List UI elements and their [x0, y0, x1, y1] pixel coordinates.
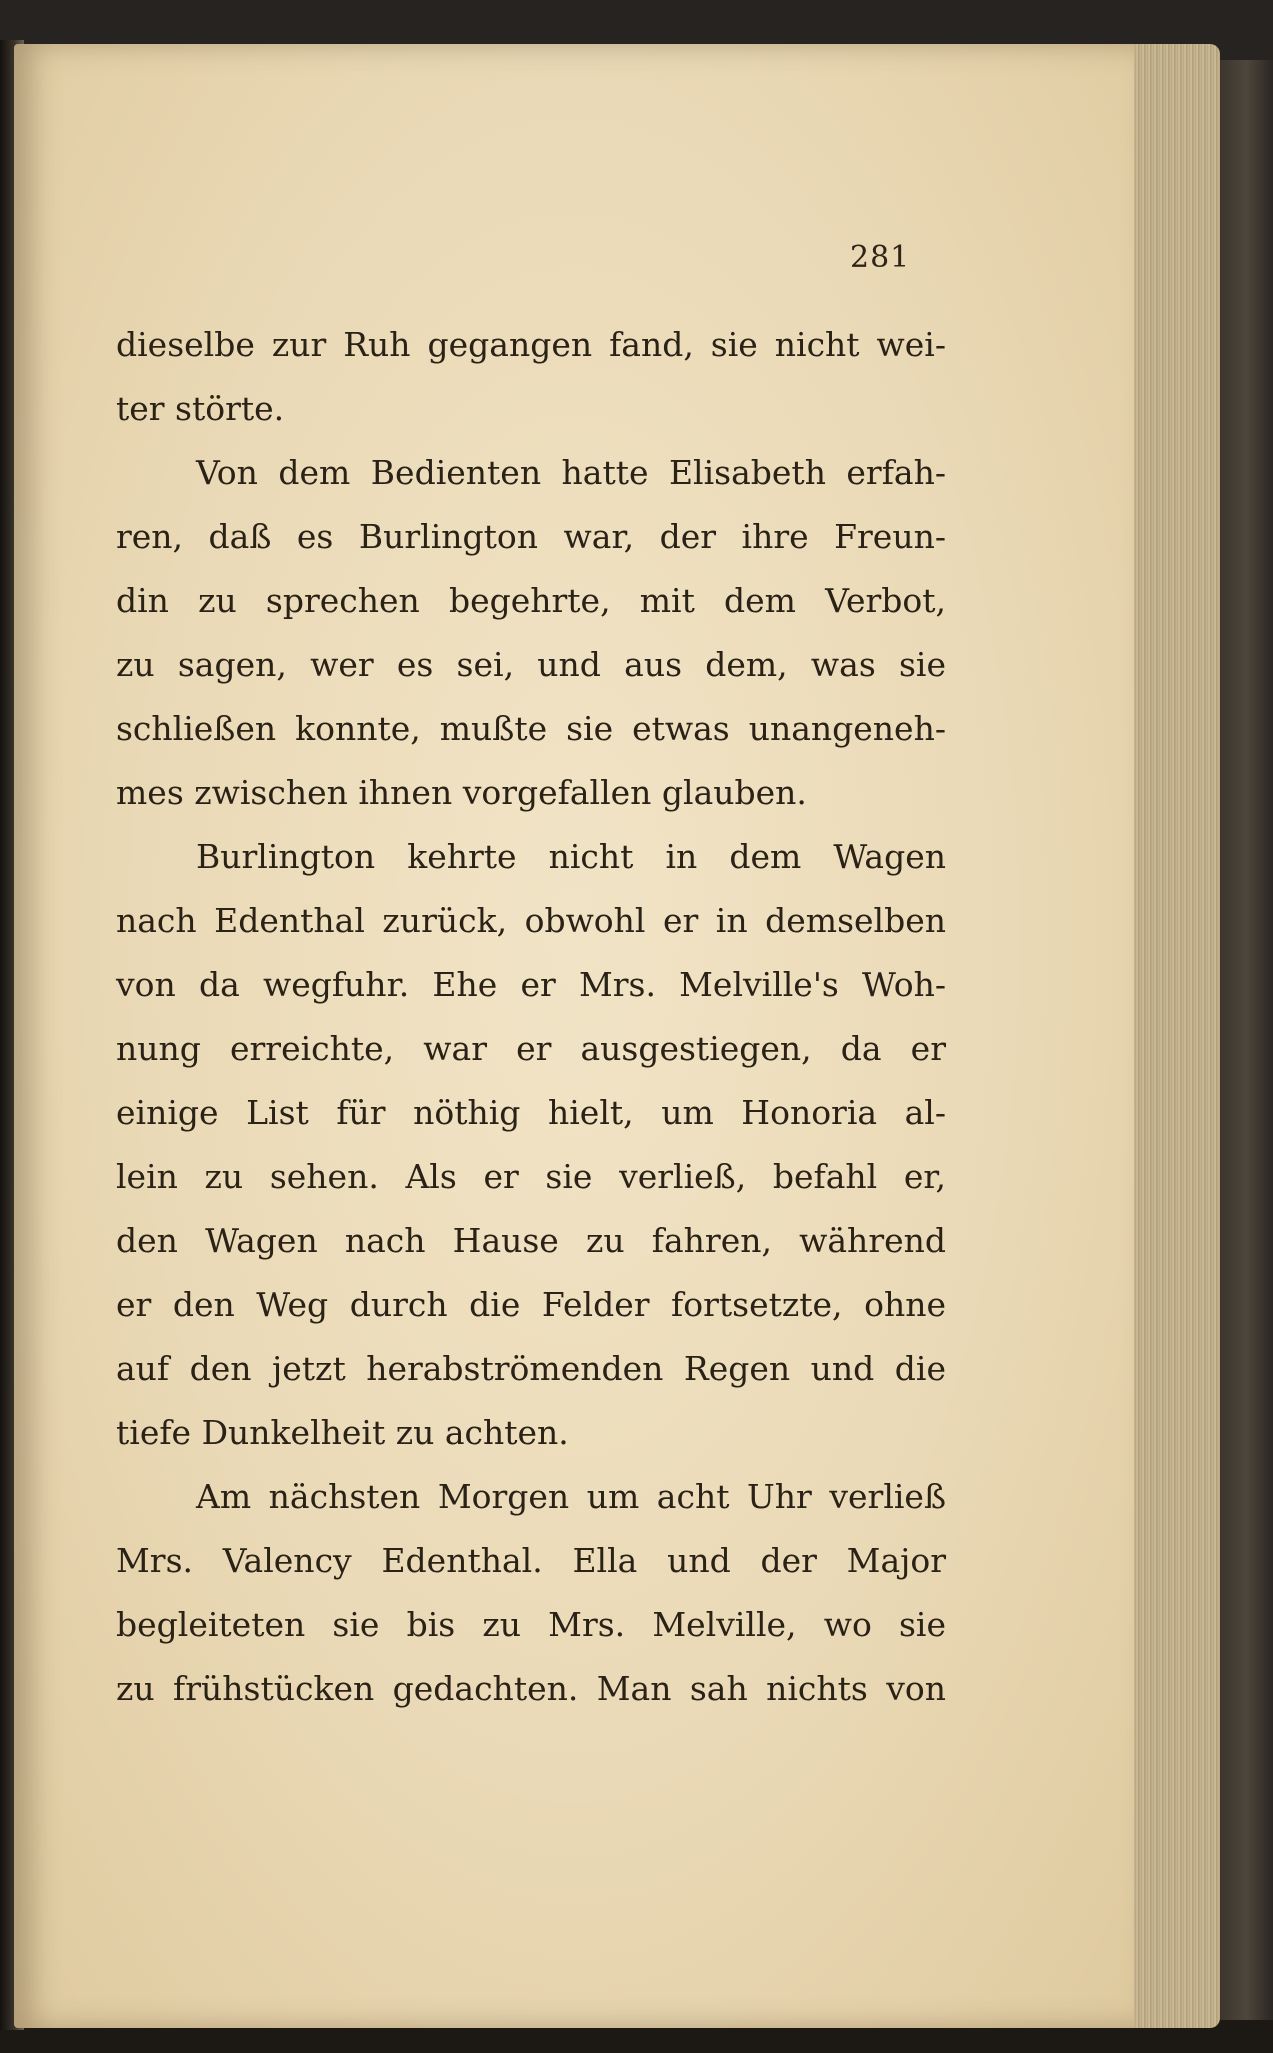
text-line: nach Edenthal zurück, obwohl er in demselben — [116, 901, 946, 940]
text-line: von da wegfuhr. Ehe er Mrs. Melville's Woh- — [116, 965, 946, 1004]
text-line: den Wagen nach Hause zu fahren, während — [116, 1221, 946, 1260]
text-line: auf den jetzt herabströmenden Regen und die — [116, 1349, 946, 1388]
page-stack-edges — [1128, 44, 1220, 2028]
text-line: ter störte. — [116, 389, 285, 428]
text-line: mes zwischen ihnen vorgefallen glauben. — [116, 773, 807, 812]
text-line: ren, daß es Burlington war, der ihre Freun- — [116, 517, 946, 556]
page-number: 281 — [850, 240, 911, 275]
text-line: Mrs. Valency Edenthal. Ella und der Major — [116, 1541, 946, 1580]
text-line: tiefe Dunkelheit zu achten. — [116, 1413, 569, 1452]
text-line: er den Weg durch die Felder fortsetzte, ohne — [116, 1285, 946, 1324]
text-line: nung erreichte, war er ausgestiegen, da er — [116, 1029, 946, 1068]
right-cover-edge — [1220, 60, 1273, 2020]
text-line: din zu sprechen begehrte, mit dem Verbot, — [116, 581, 946, 620]
text-line: schließen konnte, mußte sie etwas unangeneh- — [116, 709, 946, 748]
text-line: Am nächsten Morgen um acht Uhr verließ — [196, 1477, 946, 1516]
text-line: dieselbe zur Ruh gegangen fand, sie nicht wei- — [116, 325, 946, 364]
text-line: einige List für nöthig hielt, um Honoria al- — [116, 1093, 946, 1132]
text-line: lein zu sehen. Als er sie verließ, befahl er, — [116, 1157, 946, 1196]
text-line: begleiteten sie bis zu Mrs. Melville, wo sie — [116, 1605, 946, 1644]
text-line: Von dem Bedienten hatte Elisabeth erfah- — [196, 453, 946, 492]
text-line: Burlington kehrte nicht in dem Wagen — [196, 837, 946, 876]
text-line: zu sagen, wer es sei, und aus dem, was sie — [116, 645, 946, 684]
text-line: zu frühstücken gedachten. Man sah nichts von — [116, 1669, 946, 1708]
page-text — [116, 313, 946, 1721]
